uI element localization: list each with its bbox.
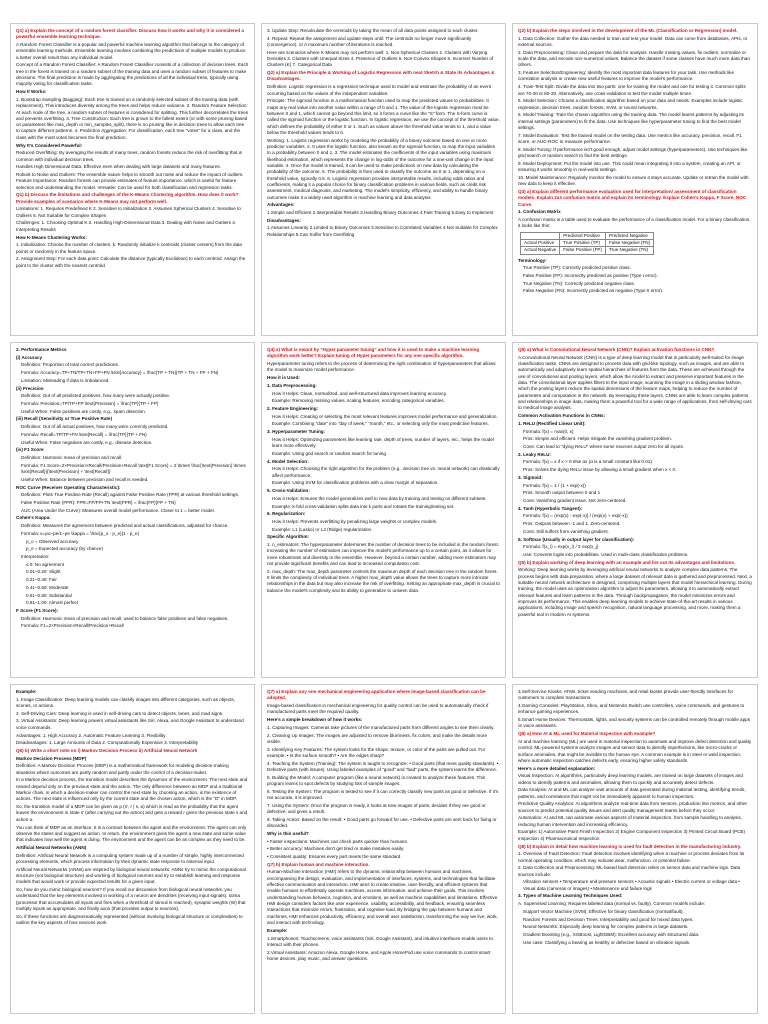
panel-material-inspection-fault-detection — [512, 684, 758, 1014]
section-heading: Disadvantages: — [267, 217, 301, 223]
confusion-matrix-table — [520, 232, 654, 255]
paragraph: Working: Deep learning works by leveraging artificial neural networks to analyze complex data patterns. The process begins with data preparation, where a large dataset of relevant data is gathered and preprocessed. Next, a suitable neural network architecture is designed, comprising multiple layers that model hierarchical learning. During training, the model uses an optimization algorithm to adjust its parameters, allowing it to automatically extract relevant features and learn patterns in the data. Through backpropagation, the model minimizes errors and improves its performance. This enables deep learning models to achieve state-of-the-art results in various applications, including image and speech recognition, natural language processing, and more, making them a powerful tool in modern AI systems. — [518, 567, 752, 617]
paragraph: So, the transition model of a MDP can be given as p (s', r | s, a) which is read as the probability that the agent leaves the environment in state s' (after carrying out the action) and gets a reward r given the previous state s and action a. — [16, 804, 248, 822]
paragraph: A confusion matrix is a table used to evaluate the performance of a classification model. For a binary classification, it looks like this: — [518, 216, 751, 229]
paragraph: 2. Self-Driving Cars: Deep learning is used in self-driving cars to detect objects, lanes, and road signs. — [16, 710, 224, 716]
section-heading: 3. Hyperparameter Tuning: — [267, 429, 326, 435]
paragraph: Cons: Vanishing gradient issue. Not zero-centered. — [523, 497, 627, 503]
section-heading: Common Activation Functions in CNNs: — [518, 413, 606, 419]
confusion-matrix-row-label: Actual Negative — [521, 247, 560, 254]
section-heading: 4. Model Selection: — [267, 458, 309, 464]
paragraph: Formula: f(x) = (exp(x) - exp(-x)) / (exp(x) + exp(-x)) — [523, 513, 628, 519]
paragraph: Definition: Plots True Positive Rate (Recall) against False Positive Rate (FPR) at various threshold settings. — [21, 492, 240, 498]
paragraph: 3. Update Step: Recalculate the centroids by taking the mean of all data points assigned to each cluster. — [267, 28, 479, 33]
paragraph: How it Helps: Choosing the right algorithm for the problem (e.g., decision tree vs. neural network) can drastically affect performance. — [272, 466, 500, 478]
paragraph: 6. Testing the System: The program is tested to see if it can correctly classify new parts as good or defective. If it's not accurate, it is improved. — [267, 788, 499, 801]
paragraph: Random Forests and Decision Trees: Interpretability and good for mixed data types. — [523, 916, 694, 922]
paragraph: In a Markov decision process, the transition model describes the dynamics of the environment. The next state and reward depend only on the previous state and the action. The only difference between an MDP and a traditional Markov chain, in which a decision-maker can control the next state by choosing an action, is the existence of actions. The next state is influenced only by the current state and the chosen action, which is the "D" in MDP. — [16, 777, 248, 802]
paragraph: Formula: κ=po−pe/1−pe \kappa = \frac{p_o - p_e}{1 - p_e} — [21, 530, 139, 536]
paragraph: Example: L1 (Lasso) or L2 (Ridge) regularization. — [272, 526, 373, 532]
section-heading: Markov Decision Process (MDP) — [16, 755, 87, 761]
paragraph: p_e = Expected accuracy (by chance) — [26, 546, 103, 552]
section-heading: 2. Leaky ReLU: — [518, 451, 551, 457]
section-heading: Example: — [267, 927, 288, 933]
paragraph: Visual Inspection: AI algorithms, particularly deep learning models, are trained on large datasets of images and videos to identify patterns and anomalies, allowing them to quickly and accurately detect defects. — [518, 773, 743, 785]
section-heading: (ii) Precision — [16, 385, 44, 391]
section-heading: How it is Used: — [267, 375, 300, 381]
confusion-matrix-cell — [521, 232, 560, 239]
confusion-matrix-cell: False Negative (FN) — [606, 239, 654, 246]
paragraph: 2. Data Preprocessing: Clean and prepare the data for analysis. Handle missing values, fix outliers, normalize or scale the data, and encode non-numerical values. Balance the dataset if some classes have much more data than others. — [518, 49, 750, 68]
section-heading: Why It's Considered Powerful: — [16, 142, 83, 148]
paragraph: 5.Smart Home Devices: Thermostats, lights, and security systems can be controlled remotely through mobile apps or voice assistants. — [518, 717, 750, 729]
section-heading: Specific Algorithm: — [267, 534, 309, 540]
paragraph: ≤ 0: No agreement — [26, 561, 65, 567]
section-heading: How It Works: — [16, 89, 47, 95]
paragraph: A Convolutional Neural Network (CNN) is a type of deep learning model that is particularly well-suited for image classification tasks. CNNs are designed to process data with grid-like topology, such as images, and are able to automatically and adaptively learn spatial hierarchies of features from the data. These are achieved through the use of convolutional and pooling layers, which allow the model to extract and preserve important features in the data. The convolutional layer applies filters to the input image, scanning the image in a sliding window fashion, which the pooling layers reduce the spatial dimensions of the feature maps, helping to reduce the number of parameters and computation in the network. By leveraging these layers, CNNs are able to learn complex patterns and relationships in image data, making them a powerful tool for a wide range of applications, from self-driving cars to medical image analysis. — [518, 354, 752, 411]
paragraph: Concept of a Random Forest Classifier: A Random Forest Classifier consists of a collection of decision trees. Each tree in the forest is trained on a random subset of the training data and uses a random subset of features to make decisions. The final prediction is made by aggregating the predictions of all the individual trees, typically using majority voting for classification tasks. — [16, 62, 249, 87]
paragraph: Formula: Precision=TP/TP+FP \text{Precision} = \frac{TP}{TP + FP} — [21, 401, 159, 407]
paragraph: • Better accuracy: Machines don't get tired or make mistakes easily. — [267, 846, 405, 852]
paragraph: Limitations: 1. Requires Predefined K 2. Sensitive to Initialization 3. Assumes Spherical Clusters 4. Sensitive to Outliers 5. Not Suitable for Complex Shapes — [16, 206, 241, 218]
paragraph: 1. Capturing Images: Cameras take pictures of the manufactured parts from different angles to see them clearly. — [267, 724, 495, 730]
paragraph: 7. Model Evaluation: Test the trained model on the testing data. Use metrics like accuracy, precision, recall, F1 score, or AUC-ROC to measure performance. — [518, 132, 742, 144]
section-heading: Why is this useful? — [267, 830, 309, 836]
paragraph: Automation: AI and ML can automate various aspects of material inspection, from sample handling to analysis, reducing human intervention and increasing efficiency. — [518, 815, 743, 827]
paragraph: Definition: Logistic regression is a regression technique used to model and estimate the probability of an event occurring based on the values of the independent variables. — [267, 84, 491, 96]
paragraph: 2. Assignment Step: For each data point: Calculate the distance (typically Euclidean) to each centroid. Assign the point to the cluster with the nearest centroid. — [16, 256, 246, 268]
paragraph: So, how do you mimic biological neurons? If you recall our discussion from biological neural networks, you understand that the key elements involved in working of a neuron are dendrites (receiving input signals), soma (processor that accumulates all inputs and fires when a threshold of stimuli is reached), synaptic weights (W) that multiply inputs as appropriate, and finally axon (that provides output to neurons). — [16, 887, 246, 912]
paragraph: 1. Data Collection: Gather the data needed to train and test your model. Data can come from databases, APIs, or external sources. — [518, 35, 748, 48]
paragraph: 3. Feature Selection/Engineering: Identify the most important data features for your task. Use methods like correlation analysis or create new useful features to improve the model's performance. — [518, 70, 735, 82]
panel-image-classification-hmi — [261, 684, 506, 1014]
section-heading: 2. Feature Engineering: — [267, 405, 319, 411]
section-heading: Cohen's Kappa: — [16, 515, 51, 521]
paragraph: How it Helps: Optimizing parameters like learning rate, depth of trees, number of layers, etc., helps the model learn more effectively. — [272, 436, 494, 449]
section-heading: Terminology: — [518, 257, 547, 263]
question-heading: Q5) a) What is Convolutional Neural Network (CNN)? Explain activation functions in CNN? — [518, 347, 715, 352]
paragraph: How it Helps: Prevents overfitting by penalizing large weights or complex models. — [272, 518, 438, 524]
paragraph: 1.Simple and Efficient 2.Interpretable Results 3.Handling Binary Outcomes 4.Fast Training 5.Easy to Implement — [267, 209, 494, 215]
paragraph: Useful When: False negatives are costly, e.g., disease detection. — [21, 439, 153, 445]
panel-kmeans-logistic-regression — [261, 23, 506, 336]
question-heading: Q1) b) Discuss the limitations and challenges of the K-Means Clustering algorithm. How does it work? Provide examples of scenarios where K-Means may not perform well. — [16, 192, 239, 204]
paragraph: Vibration sensors • Temperature and pressure sensors • Acoustic signals • Electric current or voltage data • Visual data (cameras or images) • Maintenance and failure logs — [523, 879, 740, 891]
section-heading: Artificial Neural Networks (ANN) — [16, 844, 87, 850]
paragraph: Neural Networks: Especially deep learning for complex patterns in large datasets. — [523, 924, 689, 930]
panel-terminology-section — [518, 258, 752, 295]
paragraph: Example: Combining "date" into "day of week," "month," etc., or selecting only the most predictive features. — [272, 421, 489, 427]
paragraph: 0.41–0.60: Moderate — [26, 584, 69, 590]
paragraph: Definition: Out of all actual positives, how many were correctly predicted. — [21, 424, 169, 430]
section-heading: Here's a simple breakdown of how it works: — [267, 717, 363, 723]
paragraph: 1. Overview of Fault Detection: Fault detection involves identifying when a machine or process deviates from its normal operating condition, which may indicate wear, malfunction, or potential failure. — [518, 851, 745, 863]
paragraph: True Negative (TN): Correctly predicted negative class. — [523, 280, 635, 286]
paragraph: 4.Gaming Consoles: PlayStation, Xbox, and Nintendo Switch use controllers, voice commands, and gestures to enhance gaming experiences. — [518, 703, 745, 715]
question-heading: Q1) a) Explain the concept of a random forest classifier. Discuss how it works and why it is considered a powerful ensemble learning technique. — [16, 28, 244, 40]
paragraph: 3. Identifying Key Features: The system looks for the shape, texture, or color of the parts are pulled out. For example: • Is the surface smooth? • Are the edges sharp? — [267, 746, 486, 758]
paragraph: 4. Repeat: Repeat the assignment and update steps until: The centroids no longer move significantly (convergence), or A maximum number of iterations is reached. — [267, 35, 472, 48]
paragraph: False Positive (FP): Incorrectly predicted as positive (Type I error). — [523, 273, 658, 279]
paragraph: Formula: F1=2×Precision×Recall/Precision+Recall — [21, 623, 124, 629]
paragraph: Definition: Harmonic mean of precision and recall. — [21, 455, 123, 461]
section-heading: (iii) Recall (Sensitivity or True Positive Rate) — [16, 416, 112, 422]
panel-cnn-deep-learning — [512, 342, 758, 678]
paragraph: Here are scenarios where K-Means may not perform well: 1. Non-Spherical Clusters 2. Clusters with Varying Densities 3. Clusters with Unequal Sizes 4. Presence of Outliers 5. Non-Convex Shapes 6. Incorrect Number of Clusters (K) 7. Categorical Data — [267, 49, 494, 68]
paragraph: Gradient Boosting (e.g., XGBoost, LightGBM): Excellent accuracy with structured data. — [523, 931, 700, 937]
paragraph: Useful When: Balance between precision and recall is needed. — [21, 476, 149, 482]
paragraph: So, if these functions are diagrammatically represented (without involving biological structure or complexities) to outline the key aspects of how neurons work. — [16, 913, 243, 926]
panel-hyperparameter-tuning — [261, 342, 506, 678]
confusion-matrix-row-label: Actual Positive — [521, 239, 560, 246]
question-heading: Q3) a) Explain different performance evaluation used for interpretation/ assessment of classification models. Explain 2x2 confusion matrix and explain its terminology. Explain Cohen's Kappa, F Score, ROC Curve. — [518, 188, 747, 207]
paragraph: Definition: Measures the agreement between predicted and actual classifications, adjusted for chance. — [21, 523, 229, 529]
paragraph: 4. Train-Test Split: Divide the data into two parts: one for training the model and one for testing it. Common splits are 70-30 or 80-20. Alternatively, use cross-validation to test the model multiple times. — [518, 84, 746, 96]
paragraph: Example: Using SVM for classification problems with a clear margin of separation. — [272, 480, 439, 486]
paragraph: 0.21–0.40: Fair — [26, 577, 57, 583]
section-heading: 4. Tanh (Hyperbolic Tangent): — [518, 505, 583, 511]
paragraph: True Positive (TP): Correctly predicted positive class. — [523, 265, 631, 271]
paragraph: Formula: f(x_i) = exp(x_i) / Σ exp(x_j) — [523, 544, 599, 550]
paragraph: Disadvantages: 1. Large Amounts of Data 2. Computationally Expensive 3. Interpretability — [16, 740, 199, 746]
question-heading: Q7) b) Explain human and machine interaction. — [267, 861, 370, 867]
paragraph: Support Vector Machine (SVM): Effective for binary classification (normal/fault). — [523, 908, 684, 914]
question-heading: Q6) b) Write a short note on i) Markov Decision Process ii) Artificial Neural Network — [16, 747, 198, 753]
section-heading: ROC Curve (Receiver Operating Characteristic): — [16, 484, 121, 490]
section-heading: How K-Means Clustering Works: — [16, 234, 87, 240]
paragraph: 1. Bootstrap Sampling (Bagging): Each tree is trained on a randomly selected subset of the training data (with replacement). This introduces diversity among the trees and helps reduce variance. 2. Random Feature Selection: At each node of the tree, a random subset of features is considered for splitting. This further decorrelates the trees and prevents overfitting. 3. Tree Construction: Each tree is grown to the fullest extent (or with some pruning based on parameters like max_depth or min_samples_split), there is no pruning like in decision trees to allow each tree to capture different patterns. 4. Prediction Aggregation: For classification, each tree "votes" for a class, and the class with the most votes becomes the final prediction. — [16, 96, 249, 140]
paragraph: Interpretation: — [21, 554, 50, 560]
section-heading: F Score (F1 Score): — [16, 608, 59, 614]
paragraph: Useful When: False positives are costly, e.g., spam detection. — [21, 408, 147, 414]
paragraph: Definition: Out of all predicted positives, how many were actually positive. — [21, 393, 171, 399]
paragraph: 0.01–0.20: Slight — [26, 569, 61, 575]
paragraph: A. Supervised Learning: Requires labeled data (normal vs. faulty). Common models include: — [518, 901, 706, 907]
paragraph: Formula: Accuracy=TP+TN/TP+TN+FP+FN \text{Accuracy} = \frac{TP + TN}{TP + TN + FP + FN} — [21, 370, 219, 376]
paragraph: 4. Teaching the System (Training): The system is taught to recognize: • Good parts (that meet quality standards). • Defective parts (with issues). Using labeled examples of "good" and "bad" parts, the system learns the difference. — [267, 760, 499, 772]
paragraph: Pros: Outputs between -1 and 1. Zero-centered. — [523, 521, 621, 527]
paragraph: Definition: Proportion of total correct predictions. — [21, 362, 120, 368]
section-heading: Example: — [16, 689, 37, 694]
paragraph: Working: 1. Logistic regression works by modeling the probability of a binary outcome based on one or more predictor variables. 2. It uses the logistic function, also known as the sigmoid function, to map the input variables to a probability between 0 and 1. 3. The model estimates the coefficients of the input variables using maximum likelihood estimation, which represents the change in log-odds of the outcome for a one-unit change in the input variable. 4. Once the model is trained, it can be used to make predictions on new data by calculating the probability of the outcome. 5. The probability is then used to classify the outcome as 0 or 1, depending on a threshold value, typically 0.5. 6. Logistic regression provides interpretable results, including odds ratios and coefficients, making it a popular choice for binary classification problems in various fields, such as credit risk assessment, medical diagnosis, and marketing. The model's simplicity, efficiency, and ability to handle binary outcomes make it a widely used algorithm in machine learning and data analysis. — [267, 137, 496, 200]
paragraph: Data Analysis: AI and ML can analyze vast amounts of data generated during material testing, identifying trends, patterns, and correlations that might not be immediately apparent to human inspectors. — [518, 787, 746, 799]
section-heading: 3. Sigmoid: — [518, 474, 543, 480]
paragraph: 7. Using the System: Once the program is ready, it looks at new images of parts, decides if they are good or defective, and gives a result. — [267, 802, 486, 815]
paragraph: You can think of MDP as an interface. It is a contract between the agent and the environment. The agent can only observe the states and suggest an action. In return, the environment gives the agent a new state and some value that indicates how well the agent is doing. The environment and the agent can be as complex as they need to be. — [16, 824, 247, 843]
confusion-matrix-header: Predicted Negative — [606, 232, 654, 239]
section-heading: 1. Confusion Matrix — [518, 209, 561, 215]
panel-ml-model-steps-confusion-matrix — [512, 23, 758, 336]
paragraph: Principle: The sigmoid function is a mathematical function used to map the predicted values to probabilities. It maps any real value into another value within a range of 0 and 1. The value of the logistic regression must be between 0 and 1, which cannot go beyond this limit, so it forms a curve like the "S" form. The S-form curve is called the sigmoid function or the logistic function. In logistic regression, we use the concept of the threshold value, which defines the probability of either 0 or 1. Such as values above the threshold value tends to 1, and a value below the threshold values tends to 0. — [267, 98, 500, 135]
section-heading: 3. Types of Machine Learning Techniques Used: — [518, 893, 623, 899]
paragraph: 5. Model Selection: Choose a classification algorithm based on your data and needs. Examples include logistic regression, decision trees, random forests, SVM, or neural networks. — [518, 98, 743, 110]
paragraph: 5. Building the Model: A computer program (like a neural network) is created to analyze these features. This program learns to spot defects by studying lots of sample images. — [267, 774, 486, 786]
panel-performance-metrics — [10, 342, 255, 678]
paragraph: Human-Machine Interaction (HMI) refers to the dynamic relationship between humans and machines, encompassing the design, evaluation, and implementation of interfaces, systems, and technologies that facilitate effective communication and interaction. HMI aims to create intuitive, user-friendly, and efficient systems that enable humans to effortlessly operate machines, access information, and achieve their goals. This involves understanding human behavior, cognition, and emotions, as well as machine capabilities and limitations. Effective HMI design considers factors like user experience, usability, accessibility, and feedback, ensuring seamless interactions that minimize errors, frustration, and cognitive load. By bridging the gap between humans and machines, HMI enhances productivity, efficiency, and overall user satisfaction, transforming the way we live, work, and interact with technology. — [267, 869, 498, 926]
paragraph: 0.81–1.00: Almost perfect — [26, 600, 79, 606]
paragraph: Definition: A Markov Decision Process (MDP) is a mathematical framework for modeling decision-making situations where outcomes are partly random and partly under the control of a decision-maker. — [16, 763, 229, 775]
panel-random-forest-kmeans — [10, 23, 255, 336]
question-heading: Q5) b) Explain working of deep learning with an example and list out its advantages and limitations. — [518, 559, 736, 565]
paragraph: Artificial Neural Networks (ANNs) are inspired by biological neural networks. ANNs try to mimic the computational structure (not biological structure) and working of biological neurons and try to establish learning and response models that would work or provide expected results for a given input. — [16, 866, 246, 885]
paragraph: Hyperparameter tuning refers to the process of determining the right combination of hyperparameters that allows the model to maximize model performance. — [267, 361, 496, 373]
paragraph: Pros: Smooth output between 0 and 1 — [523, 490, 601, 496]
question-heading: Q4) a) What is meant by "Hyper parameter tuning" and how it is used to make a machine learning algorithm work better? Explain tuning of Hyper parameters for any one specific algorithm. — [267, 347, 480, 359]
paragraph: • Faster inspections: Machines can check parts quicker than humans. — [267, 838, 409, 844]
section-heading: 1. Data Preprocessing: — [267, 382, 317, 388]
paragraph: 1. Initialization: Choose the number of clusters, k. Randomly initialize k centroids (cluster centers) from the data points or randomly in the feature space. — [16, 242, 242, 254]
paragraph: 3. Virtual Assistants: Deep learning powers virtual assistants like Siri, Alexa, and Google Assistant to understand voice commands. — [16, 718, 244, 730]
section-heading: 1. ReLU (Rectified Linear Unit): — [518, 420, 586, 426]
panel-deep-learning-mdp-ann — [10, 684, 255, 1014]
confusion-matrix-cell: False Positive (FP) — [560, 247, 606, 254]
paragraph: 0.61–0.80: Substantial — [26, 592, 72, 598]
paragraph: 8. Model Tuning: If performance isn't good enough, adjust model settings (hyperparameters). Use techniques like grid search or random search to find the best settings. — [518, 146, 748, 159]
paragraph: Formula: F1 Score=2×Precision×Recall/Precision+Recall \text{F1 Score} = 2 \times \frac{\text{Precision} \times \text{Recall}}{\text{Precision} + \text{Recall}} — [21, 462, 246, 475]
paragraph: 1.Smartphones: Touchscreens, voice assistants (Siri, Google Assistant), and intuitive interfaces enable users to interact with their phones. — [267, 935, 493, 947]
paragraph: 2. Data Collection and Preprocessing: ML-based fault detection relies on sensor data and machine logs. Data sources include: — [518, 865, 741, 877]
paragraph: Challenges: 1. Choosing Optimal K 2. Handling High-Dimensional Data 3. Dealing with Noise and Outliers 4. Interpreting Results — [16, 220, 237, 232]
paragraph: Image-based classification in mechanical engineering for quality control can be used to automatically check if manufactured parts meet the required quality. — [267, 703, 489, 715]
paragraph: Pros: Simple and efficient. Helps mitigate the vanishing gradient problem. — [523, 436, 673, 442]
paragraph: 2.Virtual Assistants: Amazon Alexa, Google Home, and Apple HomePod use voice commands to control smart home devices, play music, and answer questions. — [267, 949, 491, 961]
confusion-matrix-cell: True Negative (TN) — [606, 247, 654, 254]
paragraph: Example: Removing missing values, scaling features, encoding categorical variables. — [272, 398, 445, 404]
paragraph: 2. max_depth: The max_depth parameter controls the maximum depth of each decision tree in the random forest. It limits the complexity of individual trees. A higher max_depth value allows the trees to capture more intricate relationships in the data but may also increase the risk of overfitting. Setting an appropriate max_depth is crucial to balance the model's complexity and its ability to generalize to unseen data. — [267, 568, 500, 593]
paragraph: Formula: f(x) = 1 / (1 + exp(-x)) — [523, 482, 586, 488]
paragraph: AI and machine learning (ML) are used in material inspection to automate and improve defect detection and quality control. ML-powered systems analyze images and sensor data to identify imperfections, like micro-cracks or surface anomalies, that might be invisible to the human eye. A common example is in steel or weld inspection, where automatic inspection catches defects early, ensuring higher safety standards. — [518, 738, 752, 763]
paragraph: Predictive Quality Analytics: AI algorithms analyze real-time data from sensors, production line metrics, and other sources to predict potential quality issues and alert quality management teams before they occur. — [518, 801, 748, 813]
paragraph: Example: 1) Automotive Paint Finish Inspection 2) Engine Component Inspection 3) Printed Circuit Board (PCB) Inspection 4) Pharmaceutical Inspection — [518, 829, 745, 841]
paragraph: Reduced Overfitting: By averaging the results of many trees, random forests reduce the risk of overfitting that is common with individual decision trees. — [16, 150, 242, 162]
section-heading: (i) Accuracy — [16, 354, 43, 360]
paragraph: Example: Using grid search or random search for tuning. — [272, 450, 388, 456]
section-heading: Advantages: — [267, 202, 295, 208]
paragraph: 10. Model Maintenance: Regularly monitor the model to ensure it stays accurate. Update or retrain the model with new data to keep it effective. — [518, 174, 749, 187]
paragraph: Formula: f(x) = x if x > 0 else αx (α is a small constant like 0.01) — [523, 459, 652, 465]
paragraph: How it Helps: Creating or selecting the most relevant features improves model performance and generalization. — [272, 413, 498, 419]
paragraph: Definition: Artificial Neural Network is a computing system made up of a number of simple, highly interconnected processing elements, which process information by their dynamic state response to external input. — [16, 852, 244, 864]
paragraph: Cons: Can lead to "dying ReLU" where some neurons output zero for all inputs. — [523, 443, 685, 449]
question-heading: Q8) b) Explain in detail how machine learning is used for fault detection in the manufacturing industry. — [518, 843, 742, 849]
paragraph: Use: Converts logits into probabilities. Used in multi-class classification problems. — [523, 552, 689, 557]
paragraph: Handles High Dimensional Data: Effective even when dealing with large datasets and many features. — [16, 164, 221, 170]
paragraph: 2. Cleaning Up Images: The images are adjusted to remove blurriness, fix colors, and make the details more visible. — [267, 732, 488, 744]
paragraph: 8. Taking Action: Based on the result: • Good parts go forward for use. • Defective parts are sent back for fixing or discarded. — [267, 816, 497, 829]
paragraph: A Random Forest Classifier is a popular and powerful machine learning algorithm that belongs to the category of ensemble learning methods. Ensemble learning involves combining the predictions of multiple models to produce a better overall result than any individual model. — [16, 42, 246, 60]
paragraph: Limitation: Misleading if data is imbalanced. — [21, 377, 110, 383]
question-heading: Q8) a) How AI & ML used for Material Inspection with example? — [518, 731, 656, 737]
section-heading: (iv) F1 Score — [16, 447, 44, 453]
paragraph: Example: k-fold cross-validation splits data into k parts and rotates the training/testing set. — [272, 503, 455, 509]
paragraph: 9. Model Deployment: Put the model into use. This could mean integrating it into a system, creating an API, or ensuring it works smoothly in real-world settings. — [518, 160, 741, 173]
paragraph: Use case: Classifying a bearing as healthy or defective based on vibration signals. — [523, 939, 691, 945]
paragraph: 1.Assumes Linearity 2.Limited to Binary Outcomes 3.Sensitive to Correlated Variables 4.Not Suitable for Complex Relationships 5.Can Suffer from Overfitting — [267, 225, 498, 237]
paragraph: Advantages: 1. High Accuracy 2. Automatic Feature Learning 3. Flexibility — [16, 732, 166, 738]
paragraph: 1. Image Classification: Deep learning models can classify images into different categories, such as objects, scenes, or actions. — [16, 696, 235, 709]
panel-ml-steps-section — [518, 28, 752, 230]
question-heading: Q2) a) Explain the Principle & Working of Logistic Regression with neat Sketch & State its Advantages & Disadvantages. — [267, 70, 495, 82]
paragraph: Definition: Harmonic mean of precision and recall, used to balance false positives and false negatives. — [21, 615, 229, 621]
section-heading: 2. Performance Metrics — [16, 347, 67, 352]
paragraph: How it Helps: Ensures the model generalizes well to new data by training and testing on different subsets. — [272, 495, 487, 501]
paragraph: 6. Model Training: Train the chosen algorithm using the training data. The model learns patterns by adjusting its internal settings (parameters) to fit the data. Use techniques like hyperparameter tuning to find the best model settings. — [518, 112, 744, 130]
paragraph: False Negative (FN): Incorrectly predicted as negative (Type II error). — [523, 288, 664, 294]
paragraph: Formula: f(x) = max(0, x) — [523, 428, 574, 434]
paragraph: Robust to Noise and Outliers: The ensemble nature helps to smooth out noise and reduce the impact of outliers. Feature Importance: Random forests can provide estimates of feature importance, which is useful for feature selection and understanding the model. Versatile: Can be used for both classification and regression tasks. — [16, 172, 244, 190]
paragraph: How it Helps: Clean, normalized, and well-structured data improves learning accuracy. — [272, 390, 448, 396]
paragraph: p_o = Observed accuracy — [26, 538, 79, 544]
paragraph: False Positive Rate (FPR): FPR=FP/FP+TN \text{FPR} = \frac{FP}{FP + TN} — [21, 499, 176, 505]
paragraph: • Consistent quality: Ensures every part meets the same standard. — [267, 854, 402, 860]
question-heading: Q2) b) Explain the steps involved in the development of the ML (Classification or Regression) model. — [518, 28, 738, 33]
section-heading: Here's a more detailed explanation: — [518, 765, 596, 771]
paragraph: Formula: Recall=TP/TP+FN \text{Recall} = \frac{TP}{TP + FN} — [21, 431, 147, 437]
confusion-matrix-header: Predicted Positive — [560, 232, 606, 239]
section-heading: 5. Softmax (Usually in output layer for classification): — [518, 536, 635, 542]
paragraph: Pros: Solves the dying ReLU issue by allowing a small gradient when x < 0. — [523, 467, 677, 473]
paragraph: 1. n_estimators: The hyperparameter determines the number of decision trees to be included in the random forest. Increasing the number of estimators can improve the model's performance up to a certain point, as it allows for more robustness and diversity in the ensemble. However, beyond a certain number, adding more estimators may not provide significant benefits and can lead to increased computation cost. — [267, 542, 500, 567]
question-heading: Q7) a) Explain any one mechanical engineering application where image-based classification can be adopted. — [267, 689, 486, 701]
paragraph: 3.Self-Service Kiosks: ATMs, ticket vending machines, and retail kiosks provide user-friendly interfaces for customers to complete transactions. — [518, 689, 734, 701]
section-heading: 6. Regularization: — [267, 511, 306, 517]
paragraph: AUC (Area Under the Curve): Measures overall model performance. Closer to 1 = better model. — [21, 507, 215, 513]
section-heading: 5. Cross-Validation: — [267, 488, 310, 494]
paragraph: Cons: Still suffers from vanishing gradient. — [523, 528, 609, 534]
confusion-matrix-cell: True Positive (TP) — [560, 239, 606, 246]
